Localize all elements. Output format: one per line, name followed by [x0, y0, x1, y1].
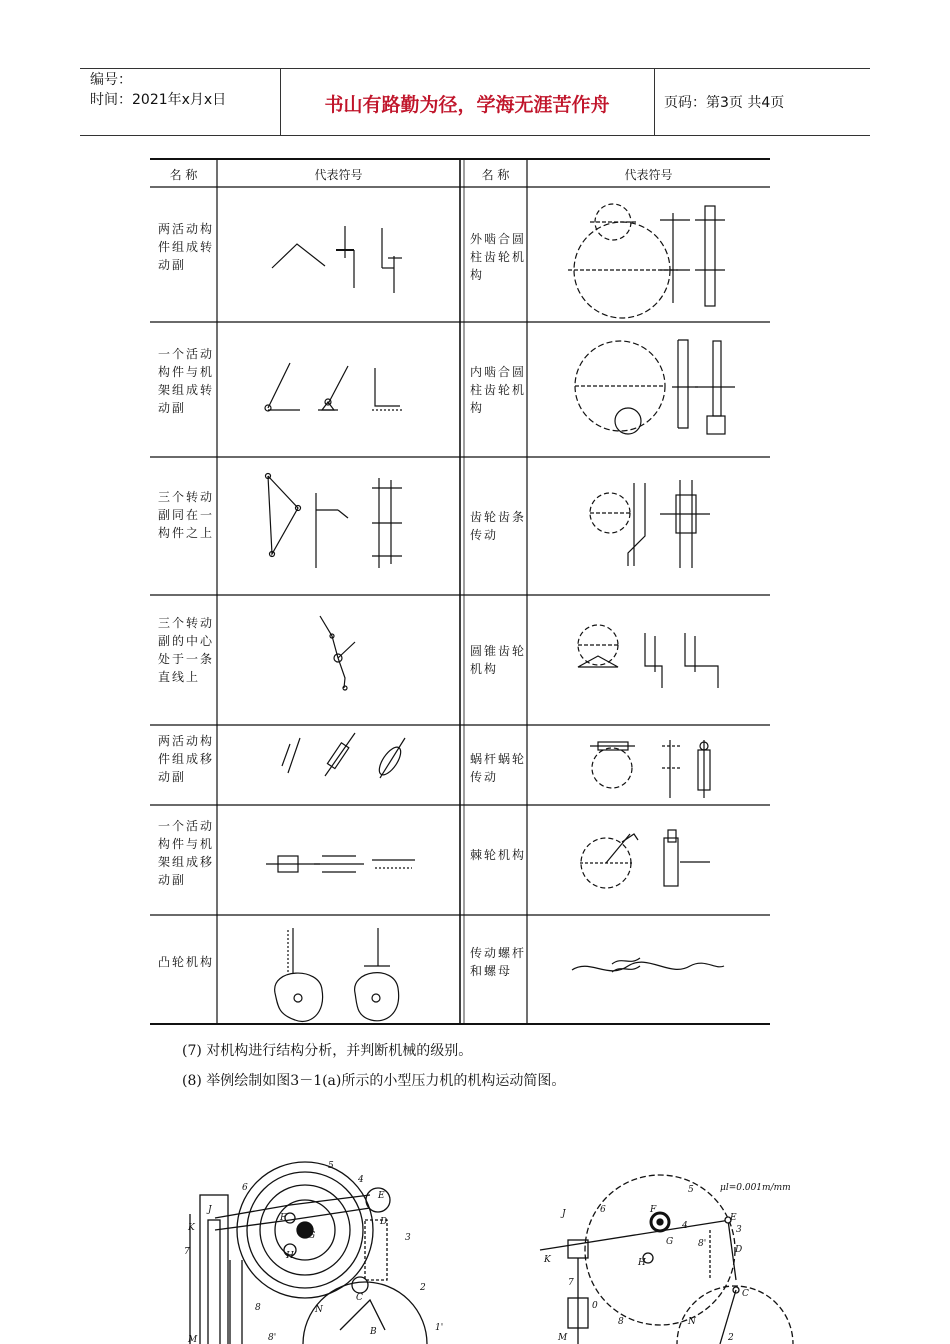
press-machine-drawing	[170, 1150, 480, 1344]
scale-label: μl=0.001m/mm	[720, 1183, 791, 1193]
symbol-table-drawing	[150, 158, 770, 1026]
figure-label: E	[378, 1191, 385, 1201]
figure-label: C	[742, 1289, 749, 1299]
column-header-name: 名 称	[481, 168, 510, 182]
figure-label: 1'	[435, 1323, 444, 1333]
figure-label: M	[558, 1333, 568, 1343]
figure-label: 5	[328, 1161, 334, 1171]
figure-label: G	[666, 1237, 674, 1247]
column-header-symbol: 代表符号	[624, 168, 673, 182]
figure-label: B	[370, 1327, 377, 1337]
figure-label: 8	[255, 1303, 261, 1313]
figure-label: 6	[242, 1183, 248, 1193]
figure-label: 8	[618, 1317, 624, 1327]
figure-label: 7	[184, 1247, 190, 1257]
figure-label: E	[730, 1213, 737, 1223]
step-7-text: (7) 对机构进行结构分析，并判断机械的级别。	[182, 1043, 473, 1059]
figure-label: 8'	[268, 1333, 277, 1343]
header-meta	[90, 70, 226, 110]
step-8-text: (8) 举例绘制如图3－1(a)所示的小型压力机的机构运动简图。	[182, 1073, 566, 1089]
figure-label: H	[286, 1251, 294, 1261]
figure-label: 4	[682, 1221, 688, 1231]
header-divider	[654, 68, 655, 136]
figure-label: 2	[728, 1333, 734, 1343]
figure-label: N	[315, 1305, 323, 1315]
figure-label: H	[638, 1258, 646, 1268]
figure-label: F	[280, 1213, 287, 1223]
document-time: 时间：2021年x月x日	[90, 92, 227, 108]
column-header-name: 名 称	[169, 168, 198, 182]
table-row-name: 一个活动构件与机架组成转动副	[158, 347, 215, 415]
table-row-name: 两活动构件组成转动副	[158, 222, 215, 272]
figure-label: D	[735, 1245, 743, 1255]
header-bottom-rule	[80, 135, 870, 136]
figure-label: N	[688, 1317, 696, 1327]
table-row-name: 凸轮机构	[158, 955, 215, 969]
document-number: 编号：	[90, 72, 132, 88]
figure-label: G	[308, 1231, 316, 1241]
figure-label: 7	[568, 1278, 574, 1288]
figure-label: 6	[600, 1205, 606, 1215]
figure-label: 5	[688, 1185, 694, 1195]
table-row-name: 内啮合圆柱齿轮机构	[470, 365, 527, 415]
header-top-rule	[80, 68, 870, 69]
figure-label: 4	[358, 1175, 364, 1185]
figure-label: F	[650, 1205, 657, 1215]
figure-label: K	[544, 1255, 551, 1265]
figure-label: K	[188, 1223, 195, 1233]
header-motto: 书山有路勤为径，学海无涯苦作舟	[324, 94, 610, 116]
column-header-symbol: 代表符号	[314, 168, 363, 182]
table-row-name: 外啮合圆柱齿轮机构	[470, 232, 527, 282]
figure-label: J	[562, 1209, 566, 1219]
figure-label: D	[380, 1217, 388, 1227]
kinematic-sketch-drawing	[530, 1150, 810, 1344]
table-row-name: 齿轮齿条传动	[470, 510, 527, 542]
figure-label: 3	[405, 1233, 411, 1243]
page-number: 页码：第3页 共4页	[664, 95, 785, 111]
symbol-table	[150, 158, 770, 1026]
figure-label: 2	[420, 1283, 426, 1293]
table-row-name: 传动螺杆和螺母	[470, 946, 527, 978]
table-row-name: 三个转动副的中心处于一条直线上	[158, 616, 215, 684]
table-row-name: 棘轮机构	[470, 848, 527, 862]
figure-label: J	[208, 1205, 212, 1215]
figure-label: 3	[736, 1225, 742, 1235]
figure-label: M	[188, 1335, 198, 1344]
figure-label: 8'	[698, 1239, 707, 1249]
figure-label: C	[356, 1293, 363, 1303]
table-row-name: 蜗杆蜗轮传动	[470, 752, 527, 784]
page-header	[80, 68, 870, 136]
table-row-name: 圆锥齿轮机构	[470, 644, 527, 676]
table-row-name: 两活动构件组成移动副	[158, 734, 215, 784]
figure-label: 0	[592, 1301, 598, 1311]
table-row-name: 一个活动构件与机架组成移动副	[158, 819, 215, 887]
table-row-name: 三个转动副同在一构件之上	[158, 490, 215, 540]
